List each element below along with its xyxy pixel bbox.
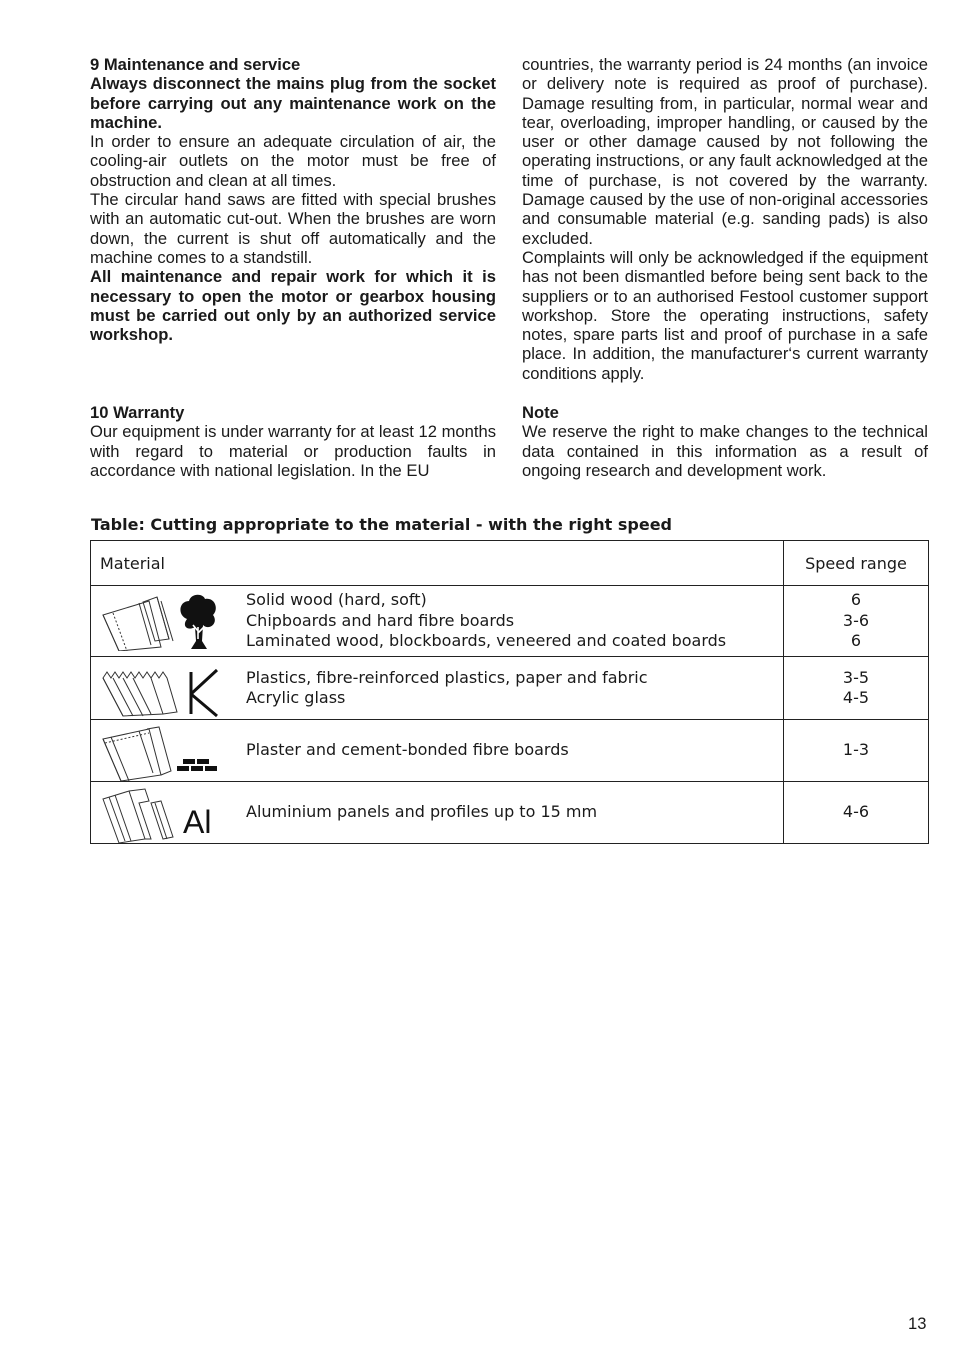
material-plaster: Plaster and cement-bonded fibre boards <box>246 740 569 760</box>
header-material: Material <box>91 541 784 586</box>
speed-cell <box>784 586 929 657</box>
speed-value: 3-6 <box>842 610 870 630</box>
material-laminated-wood: Laminated wood, blockboards, veneered and coated boards <box>246 631 727 651</box>
material-chipboards: Chipboards and hard fibre boards <box>246 610 515 630</box>
table-row <box>91 720 929 782</box>
material-description <box>246 802 783 823</box>
maintenance-service-notice: All maintenance and repair work for which it is necessary to open the motor or gearbox housing must be carried out only by an authorized service workshop. <box>90 267 496 345</box>
speed-value: 4-6 <box>842 802 870 822</box>
note-heading: Note <box>522 403 559 422</box>
plaster-icon <box>99 721 229 781</box>
table-title: Table: Cutting appropriate to the material - with the right speed <box>91 515 672 534</box>
maintenance-heading: 9 Maintenance and service <box>90 55 301 74</box>
material-acrylic-glass: Acrylic glass <box>246 688 346 707</box>
speed-cell <box>784 720 929 782</box>
speed-cell <box>784 782 929 844</box>
material-aluminium: Aluminium panels and profiles up to 15 mm <box>246 802 598 822</box>
material-solid-wood: Solid wood (hard, soft) <box>246 590 427 610</box>
maintenance-brushes-paragraph: The circular hand saws are fitted with special brushes with an automatic cut-out. When the brushes are worn down, the current is shut off automatically and the machine comes to a standstill. <box>90 190 496 267</box>
header-speed-range: Speed range <box>784 541 929 586</box>
maintenance-air-paragraph: In order to ensure an adequate circulation of air, the cooling-air outlets on the motor must be free of obstruction and clean at all times. <box>90 132 496 190</box>
section-maintenance <box>90 55 496 344</box>
material-plastics: Plastics, fibre-reinforced plastics, paper and fabric <box>246 667 648 687</box>
section-note <box>522 403 928 480</box>
speed-cell <box>784 657 929 720</box>
wood-icon <box>99 591 229 651</box>
material-cell <box>91 586 784 657</box>
material-speed-table <box>90 540 929 844</box>
speed-value: 4-5 <box>842 688 870 707</box>
warranty-heading: 10 Warranty <box>90 403 185 422</box>
maintenance-warning: Always disconnect the mains plug from the socket before carrying out any maintenance work on the machine. <box>90 74 496 132</box>
material-cell <box>91 657 784 720</box>
speed-value: 6 <box>850 631 862 651</box>
speed-value: 6 <box>850 590 862 610</box>
plastic-icon <box>99 658 229 718</box>
table-row <box>91 782 929 844</box>
aluminium-symbol: Al <box>183 803 212 840</box>
warranty-complaints-paragraph: Complaints will only be acknowledged if the equipment has not been dismantled before being sent back to the suppliers or to an authorised Festool customer support workshop. Store the operating instructions, safety notes, spare parts list and proof of purchase in a safe place. In addition, the manufacturer‘s current warranty conditions apply. <box>522 247 928 383</box>
table-row <box>91 657 929 720</box>
material-description <box>246 740 783 761</box>
speed-value: 1-3 <box>842 740 870 760</box>
material-cell <box>91 782 784 844</box>
section-warranty <box>90 403 496 480</box>
page-number: 13 <box>908 1314 927 1333</box>
warranty-continued <box>522 55 928 383</box>
note-text: We reserve the right to make changes to the technical data contained in this information as a result of ongoing research and development work. <box>522 422 928 480</box>
material-description <box>246 590 783 652</box>
aluminium-icon <box>99 783 229 843</box>
table-row <box>91 586 929 657</box>
material-description <box>246 668 783 709</box>
material-cell <box>91 720 784 782</box>
table-header-row <box>91 541 929 586</box>
speed-value: 3-5 <box>842 667 870 687</box>
warranty-intro-paragraph: Our equipment is under warranty for at least 12 months with regard to material or production faults in accordance with national legislation. In the EU <box>90 422 496 480</box>
warranty-eu-paragraph: countries, the warranty period is 24 months (an invoice or delivery note is required as proof of purchase). Damage resulting from, in particular, normal wear and tear, overloading, improper handling, or caused by the user or other damage caused by not following the operating instructions, or any fault acknowledged at the time of purchase, is not covered by the warranty. Damage caused by the use of non-original accessories and consumable material (e.g. sanding pads) is also excluded. <box>522 55 928 248</box>
